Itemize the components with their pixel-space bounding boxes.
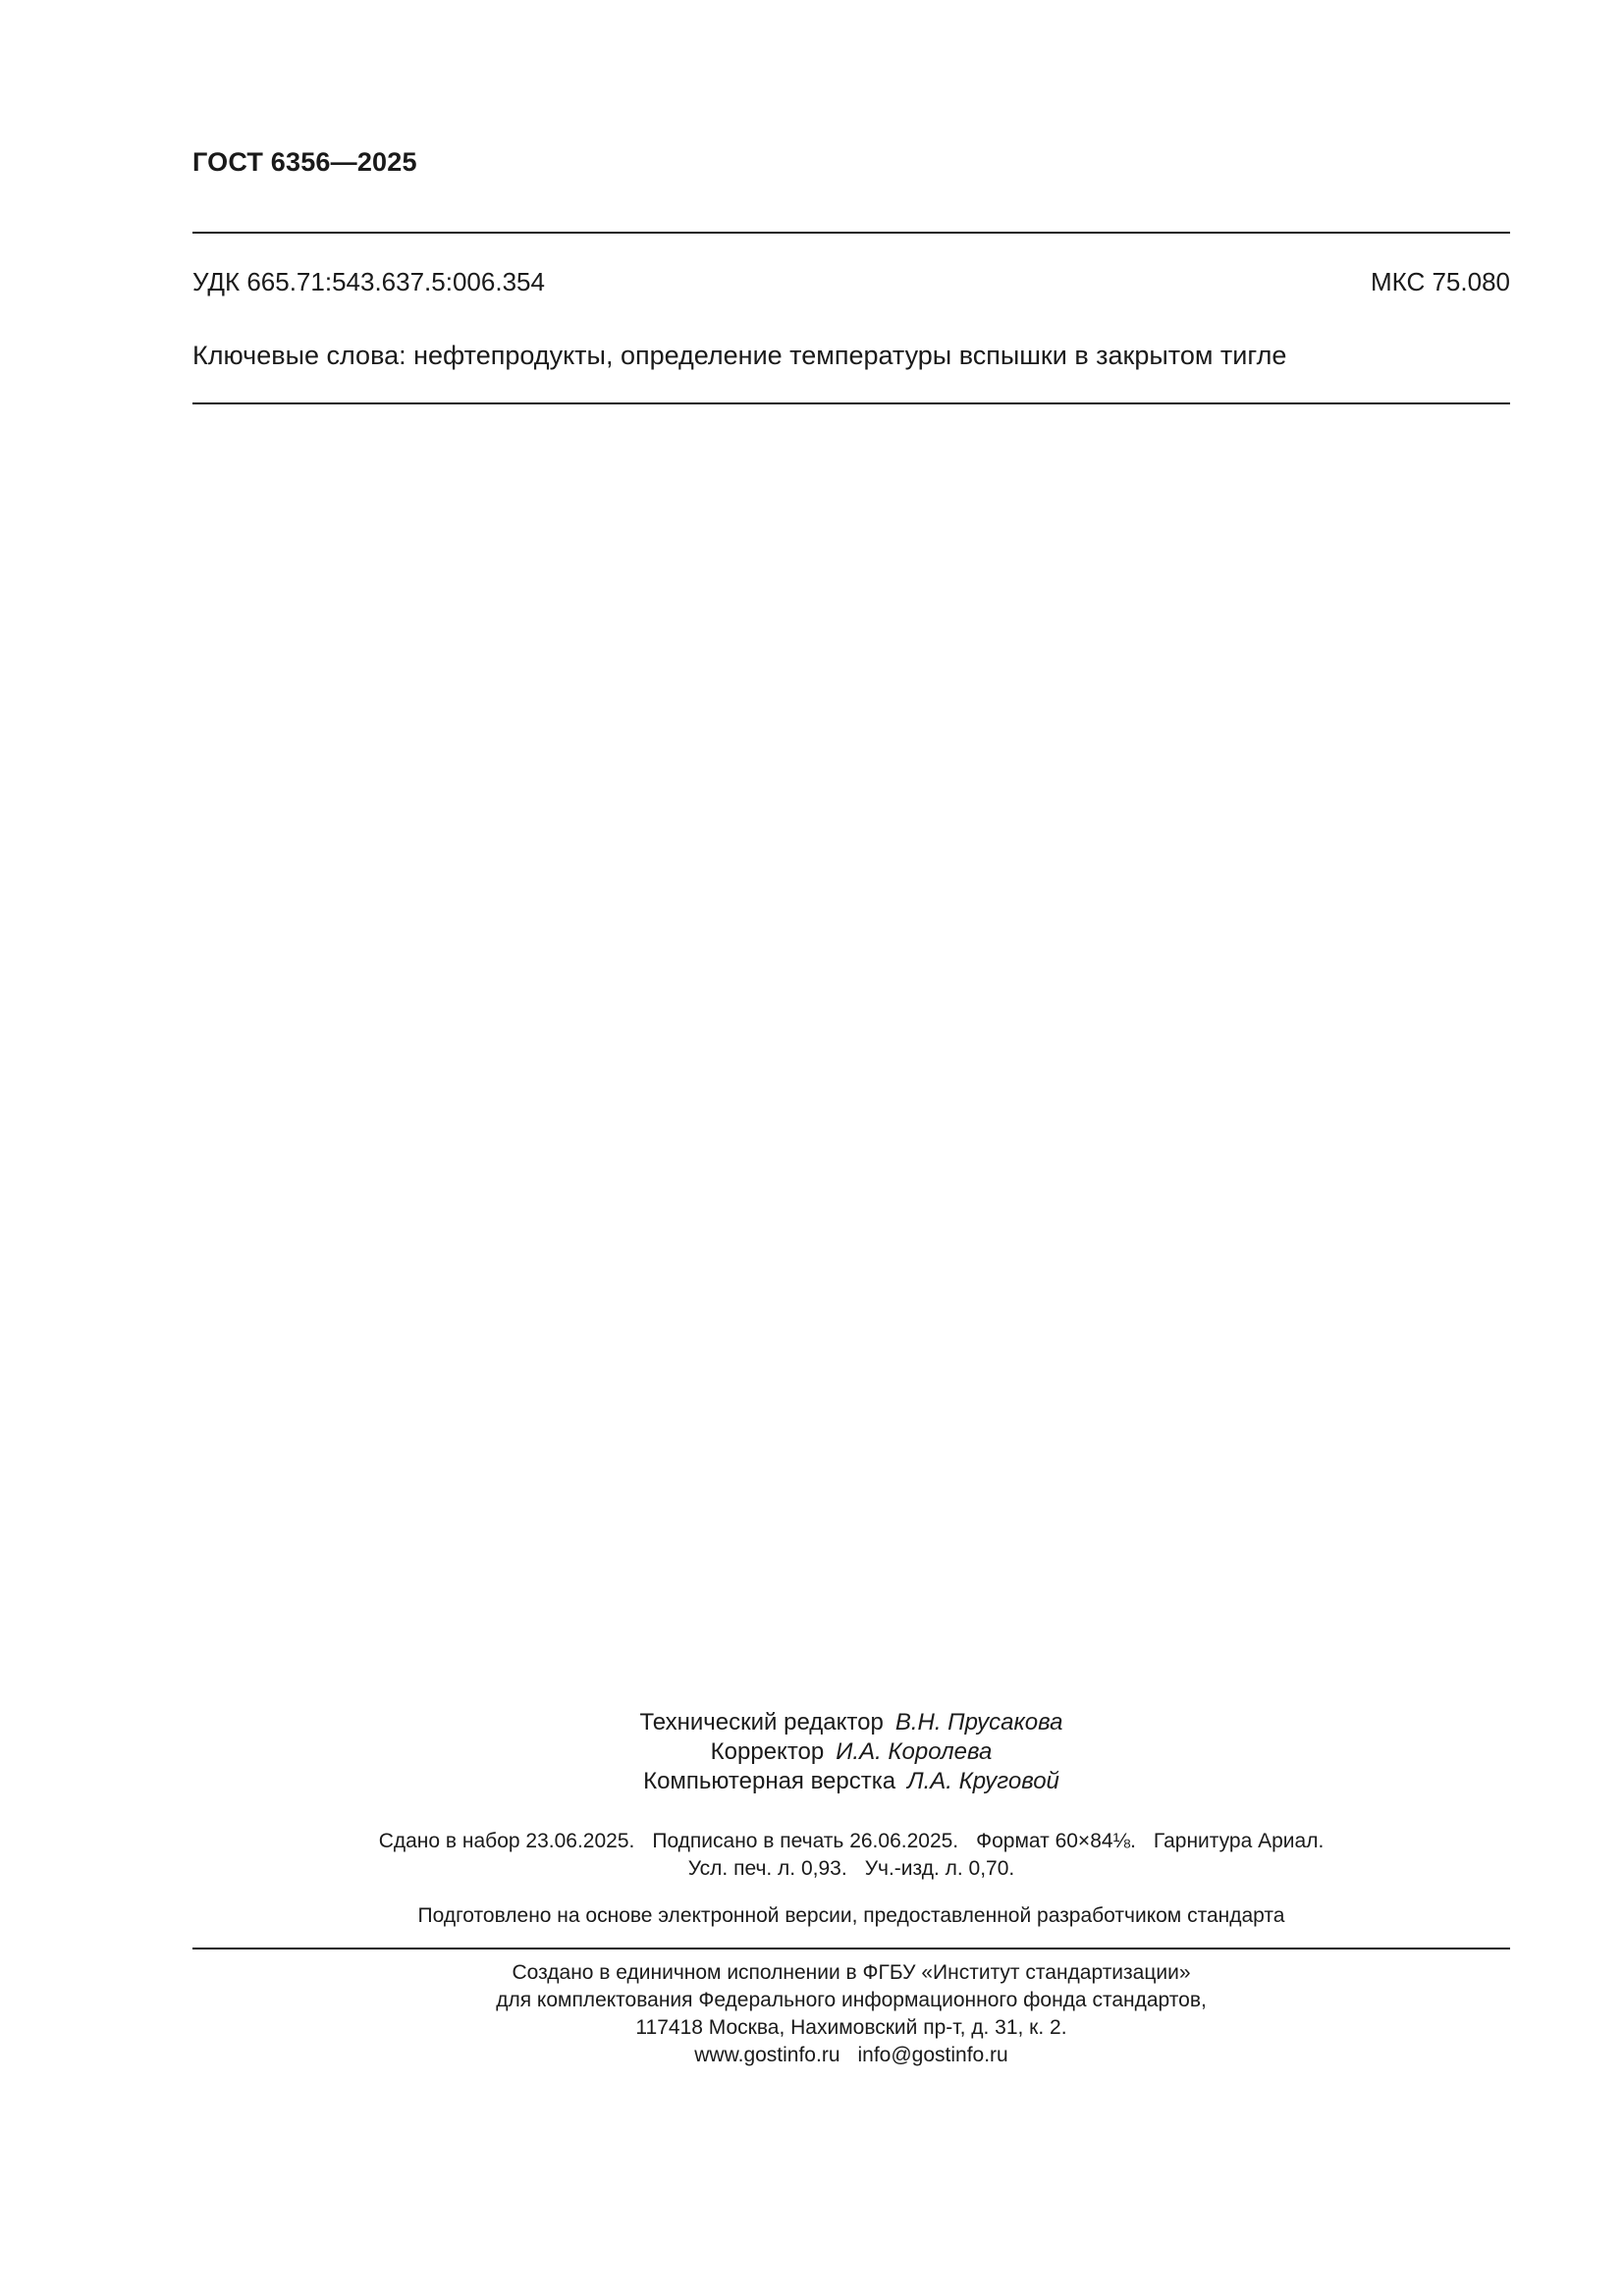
website-link[interactable]: www.gostinfo.ru bbox=[694, 2044, 840, 2066]
print-info-line bbox=[192, 1855, 1510, 1883]
credit-line bbox=[192, 1708, 1510, 1737]
publisher-divider bbox=[192, 1948, 1510, 1949]
credit-line bbox=[192, 1767, 1510, 1796]
credit-name: И.А. Королева bbox=[836, 1738, 993, 1765]
publisher-block bbox=[192, 1959, 1510, 2069]
credit-name: В.Н. Прусакова bbox=[894, 1709, 1063, 1735]
publisher-sheets: Уч.-изд. л. 0,70. bbox=[864, 1857, 1015, 1880]
email-link[interactable]: info@gostinfo.ru bbox=[857, 2044, 1008, 2066]
typeface: Гарнитура Ариал. bbox=[1153, 1830, 1325, 1852]
credit-role: Корректор bbox=[710, 1738, 825, 1765]
mks-code: МКС 75.080 bbox=[1370, 267, 1510, 296]
publisher-contacts bbox=[192, 2042, 1510, 2069]
prepared-note: Подготовлено на основе электронной версии, предоставленной разработчиком стандарта bbox=[417, 1904, 1285, 1927]
header-divider bbox=[192, 232, 1510, 234]
credit-role: Технический редактор bbox=[639, 1709, 884, 1735]
credits-block bbox=[192, 1708, 1510, 1796]
signed-date: Подписано в печать 26.06.2025. bbox=[652, 1830, 959, 1852]
publisher-line: для комплектования Федерального информационного фонда стандартов, bbox=[496, 1989, 1207, 2011]
paper-format: Формат 60×84⅛. bbox=[976, 1830, 1136, 1852]
publisher-line: Создано в единичном исполнении в ФГБУ «Институт стандартизации» bbox=[512, 1961, 1191, 1984]
credit-line bbox=[192, 1737, 1510, 1767]
standard-code: ГОСТ 6356—2025 bbox=[192, 147, 417, 177]
keywords-line: Ключевые слова: нефтепродукты, определение температуры вспышки в закрытом тигле bbox=[192, 341, 1287, 370]
typeset-date: Сдано в набор 23.06.2025. bbox=[378, 1830, 635, 1852]
keywords-divider bbox=[192, 402, 1510, 404]
print-info-line bbox=[192, 1828, 1510, 1855]
credit-role: Компьютерная верстка bbox=[643, 1768, 896, 1794]
udk-code: УДК 665.71:543.637.5:006.354 bbox=[192, 267, 545, 296]
publisher-address: 117418 Москва, Нахимовский пр-т, д. 31, к. 2. bbox=[635, 2016, 1067, 2039]
credit-name: Л.А. Круговой bbox=[907, 1768, 1059, 1794]
print-info-block bbox=[192, 1828, 1510, 1883]
print-sheets: Усл. печ. л. 0,93. bbox=[687, 1857, 847, 1880]
